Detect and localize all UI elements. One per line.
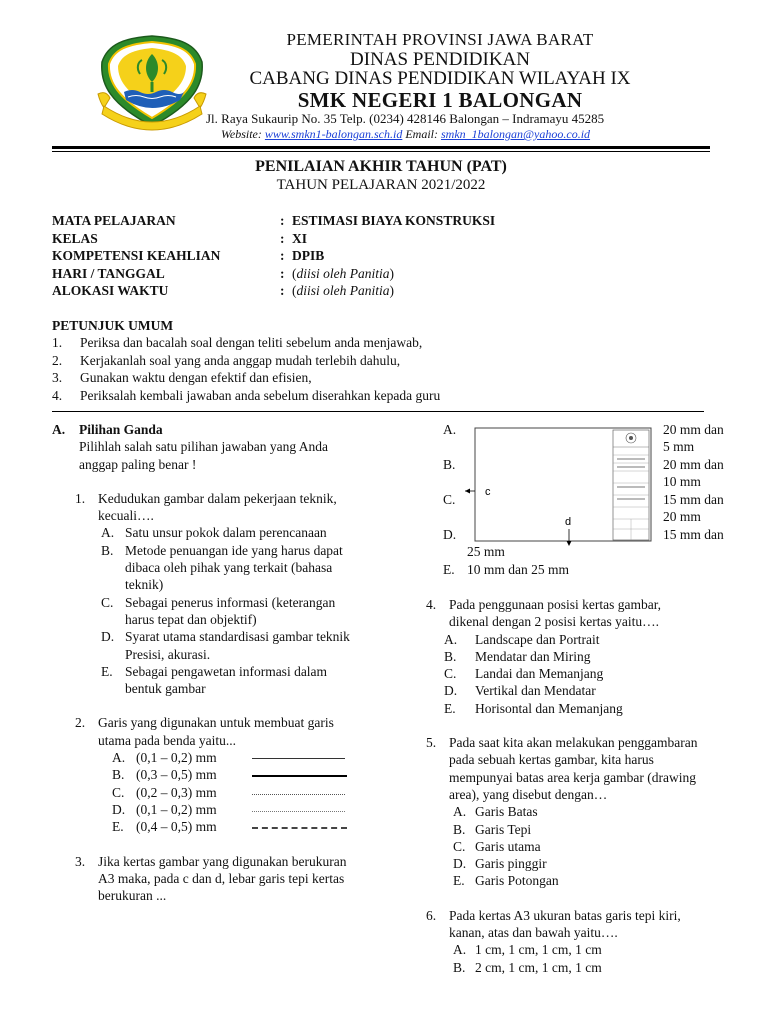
question-5: 5. Pada saat kita akan melakukan penggambaran pada sebuah kertas gambar, kita harus mempunyai batas area kerja gambar (drawing area), yang disebut dengan… A. Garis Batas B. Garis Tepi C. Garis utama D. Garis pinggir E. Garis Potongan [426, 734, 756, 890]
header-agency: DINAS PENDIDIKAN [350, 49, 530, 70]
header-government: PEMERINTAH PROVINSI JAWA BARAT [286, 30, 594, 49]
answer-option[interactable]: E. 10 mm dan 25 mm [443, 562, 569, 577]
instruction-item: 4. Periksalah kembali jawaban anda sebelum diserahkan kepada guru [52, 387, 441, 403]
answer-option[interactable]: A. [443, 422, 457, 437]
option-text: 15 mm dan [663, 492, 724, 507]
exam-year: TAHUN PELAJARAN 2021/2022 [276, 177, 486, 193]
line-sample-dotted [252, 811, 345, 812]
answer-option[interactable]: D. (0,1 – 0,2) mm [52, 801, 392, 818]
info-row-class: KELAS : XI [52, 230, 308, 246]
question-1: 1. Kedudukan gambar dalam pekerjaan teknik, kecuali…. A. Satu unsur pokok dalam perencanaan B. Metode penuangan ide yang harus dapat dibaca oleh pihak yang terkait (bahasa teknik) C. Sebagai penerus informasi (keterangan harus tepat dan objektif) D. Syarat utama standardisasi gambar teknik Presisi, akurasi. E. Sebagai pengawetan informasi dalam bentuk gambar [52, 490, 392, 698]
general-instructions [52, 317, 440, 404]
answer-option[interactable]: E. Sebagai pengawetan informasi dalam [101, 663, 328, 679]
answer-option[interactable]: C. [443, 492, 456, 507]
line-sample-thin [252, 758, 345, 759]
right-column [426, 596, 756, 976]
line-sample-dotted [252, 794, 345, 795]
answer-option[interactable]: B. Mendatar dan Miring [444, 648, 591, 664]
question-6: 6. Pada kertas A3 ukuran batas garis tepi kiri, kanan, atas dan bawah yaitu…. A. 1 cm, 1 cm, 1 cm, 1 cm B. 2 cm, 1 cm, 1 cm, 1 cm [426, 907, 756, 976]
figure-label-c: c [485, 486, 491, 498]
answer-option[interactable]: C. Landai dan Memanjang [444, 666, 604, 682]
answer-option[interactable]: A. (0,1 – 0,2) mm [52, 749, 392, 766]
option-text: 25 mm [467, 544, 505, 559]
answer-option[interactable]: E. Garis Potongan [453, 873, 559, 889]
exam-info [52, 212, 495, 300]
answer-option[interactable]: D. [443, 527, 457, 542]
answer-option[interactable]: D. Syarat utama standardisasi gambar teknik [101, 629, 350, 645]
instruction-item: 2. Kerjakanlah soal yang anda anggap mudah terlebih dahulu, [52, 352, 401, 368]
header-branch: CABANG DINAS PENDIDIKAN WILAYAH IX [249, 68, 631, 89]
info-row-competency: KOMPETENSI KEAHLIAN : DPIB [52, 248, 325, 263]
line-sample-thick [252, 775, 347, 777]
answer-option[interactable]: B. (0,3 – 0,5) mm [52, 766, 392, 783]
question-4: 4. Pada penggunaan posisi kertas gambar, dikenal dengan 2 posisi kertas yaitu…. A. Landscape dan Portrait B. Mendatar dan Miring C. Landai dan Memanjang D. Vertikal dan Mendatar E. Horisontal dan Memanjang [426, 596, 756, 717]
website-link[interactable]: www.smkn1-balongan.sch.id [264, 127, 403, 141]
answer-option[interactable]: B. [443, 457, 456, 472]
answer-option[interactable]: A. Landscape dan Portrait [444, 631, 600, 647]
answer-option[interactable]: B. Metode penuangan ide yang harus dapat [101, 542, 343, 558]
instruction-item: 3. Gunakan waktu dengan efektif dan efisien, [52, 370, 312, 385]
answer-option[interactable]: E. (0,4 – 0,5) mm [52, 818, 392, 835]
header-rule-thick [52, 146, 710, 149]
answer-option[interactable]: A. Garis Batas [453, 804, 538, 820]
website-label: Website: [221, 127, 265, 141]
info-row-date: HARI / TANGGAL : (diisi oleh Panitia) [52, 265, 394, 281]
section-heading: A. Pilihan Ganda [52, 422, 163, 437]
header-rule-thin [52, 151, 710, 152]
answer-option[interactable]: D. Vertikal dan Mendatar [444, 683, 596, 699]
answer-option[interactable]: C. (0,2 – 0,3) mm [52, 784, 392, 801]
left-column [52, 421, 392, 904]
instructions-title: PETUNJUK UMUM [52, 318, 174, 333]
option-text: 5 mm [663, 439, 695, 454]
option-text: 20 mm dan [663, 457, 724, 472]
question-3-options [443, 421, 743, 581]
header-address: Jl. Raya Sukaurip No. 35 Telp. (0234) 428146 Balongan – Indramayu 45285 [206, 111, 605, 126]
paper-border-figure [465, 425, 655, 547]
answer-option[interactable]: E. Horisontal dan Memanjang [444, 700, 623, 716]
question-2: 2. Garis yang digunakan untuk membuat garis utama pada benda yaitu... A. (0,1 – 0,2) mm B. (0,3 – 0,5) mm C. (0,2 – 0,3) mm D. (0,1 – 0,2) mm E. (0,4 – 0,5) mm [52, 714, 392, 835]
answer-option[interactable]: C. Sebagai penerus informasi (keterangan [101, 594, 336, 610]
figure-label-d: d [565, 516, 572, 528]
email-link[interactable]: smkn_1balongan@yahoo.co.id [441, 127, 591, 141]
answer-option[interactable]: D. Garis pinggir [453, 856, 547, 872]
header-school: SMK NEGERI 1 BALONGAN [297, 88, 583, 112]
header-contact [221, 127, 590, 142]
option-text: 20 mm dan [663, 422, 724, 437]
section-divider [52, 411, 704, 412]
section-description: anggap paling benar ! [79, 456, 197, 472]
question-3: 3. Jika kertas gambar yang digunakan berukuran A3 maka, pada c dan d, lebar garis tepi kertas berukuran ... [75, 853, 347, 904]
exam-title: PENILAIAN AKHIR TAHUN (PAT) [255, 158, 507, 175]
email-label: Email: [402, 127, 442, 141]
option-text: 15 mm dan [663, 527, 724, 542]
line-sample-dashed [252, 827, 347, 829]
section-description: Pilihlah salah satu pilihan jawaban yang Anda [79, 439, 328, 455]
answer-option[interactable]: B. 2 cm, 1 cm, 1 cm, 1 cm [453, 959, 602, 975]
option-text: 20 mm [663, 509, 701, 524]
answer-option[interactable]: A. Satu unsur pokok dalam perencanaan [101, 525, 327, 541]
info-row-duration: ALOKASI WAKTU : (diisi oleh Panitia) [52, 283, 394, 298]
answer-option[interactable]: C. Garis utama [453, 838, 541, 854]
answer-option[interactable]: A. 1 cm, 1 cm, 1 cm, 1 cm [453, 942, 602, 958]
info-row-subject: MATA PELAJARAN : ESTIMASI BIAYA KONSTRUKSI [52, 213, 496, 228]
answer-option[interactable]: B. Garis Tepi [453, 821, 532, 837]
option-text: 10 mm [663, 474, 701, 489]
instruction-item: 1. Periksa dan bacalah soal dengan teliti sebelum anda menjawab, [52, 335, 423, 350]
